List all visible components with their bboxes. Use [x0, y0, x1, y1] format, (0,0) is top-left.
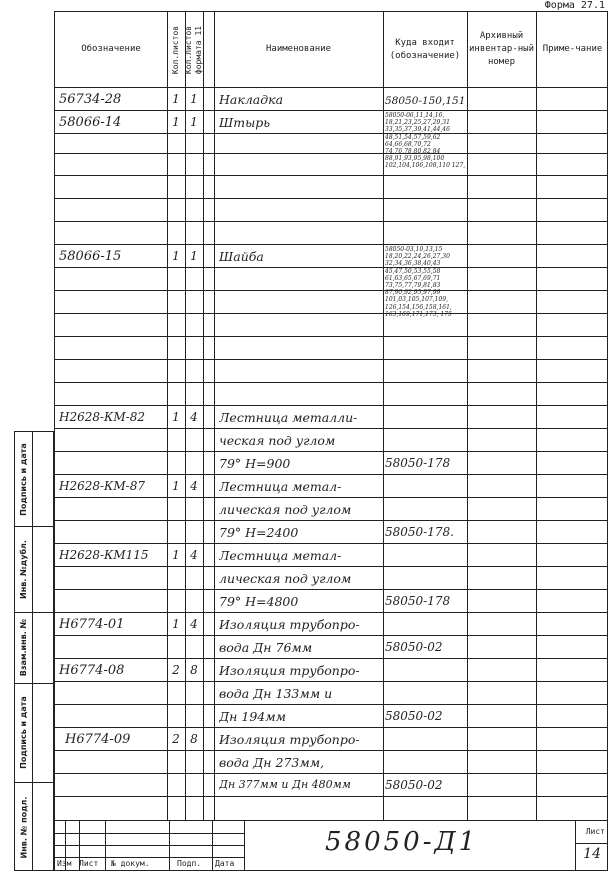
sheet-label: Лист [585, 827, 605, 836]
title-block-list: Лист [79, 859, 99, 868]
row-5-name: Лестница метал- [219, 479, 342, 494]
row-4-n1: 1 [172, 410, 180, 424]
row-3-dest: 58050-03,10,13,15 18,20,22,24,26,27,30 32,34,36,38,40,43 45,47,50,53,55,58 61,63,65,67,69,71 73,75,77,79,81,83 87,90,92,95,97,99 101,03,105,107,109, 126,154,156,158,161, 163,169,171,173, 175 [385, 246, 452, 318]
row-1-dest: 58050-150,151 [385, 95, 466, 107]
row-1-name: Накладка [219, 92, 284, 107]
row-2-code: 58066-14 [59, 115, 122, 130]
title-block-izm: Изм [57, 859, 72, 868]
row-6-name: Лестница метал- [219, 548, 342, 563]
row-6-dest: 58050-178 [385, 594, 451, 608]
row-8-n2: 8 [190, 663, 198, 677]
sheet-number: 14 [583, 846, 601, 862]
row-3-n2: 1 [190, 249, 198, 263]
row-1-n2: 1 [190, 92, 198, 106]
row-8-n1: 2 [172, 663, 180, 677]
header-designation: Обозначение [81, 44, 141, 54]
row-6-name-3: 79° Н=4800 [219, 594, 299, 609]
row-4-name: Лестница металли- [219, 410, 358, 425]
row-4-name-3: 79° Н=900 [219, 456, 291, 471]
row-8-code: Н6774-08 [59, 663, 125, 678]
margin-inv-podl: Инв. № подл. [19, 796, 28, 858]
row-5-name-2: лическая под углом [219, 502, 352, 517]
row-5-name-3: 79° Н=2400 [219, 525, 299, 540]
row-7-code: Н6774-01 [59, 617, 125, 632]
row-3-n1: 1 [172, 249, 180, 263]
margin-stamp [14, 431, 54, 871]
row-4-n2: 4 [190, 410, 198, 424]
title-block-doc-no: № докум. [111, 859, 150, 868]
row-8-name: Изоляция трубопро- [219, 663, 360, 678]
row-5-n1: 1 [172, 479, 180, 493]
row-9-name-3: Дн 377мм и Дн 480мм [219, 778, 351, 791]
specification-table [54, 11, 608, 839]
row-8-dest: 58050-02 [385, 709, 443, 723]
row-2-dest: 58050-06,11,14,16, 18,21,23,25,27,29,31 33,35,37,39,41,44,46 48,51,54,57,59,62 64,66,68,70,72 74,76,78,80,82,84 88,91,93,95,98,100 102,104,106,108,110 127, [385, 112, 466, 170]
document-code: 58050-Д1 [325, 827, 479, 857]
row-9-name: Изоляция трубопро- [219, 732, 360, 747]
row-4-dest: 58050-178 [385, 456, 451, 470]
row-9-n1: 2 [172, 732, 180, 746]
title-block [54, 820, 608, 871]
row-2-name: Штырь [219, 115, 271, 130]
row-9-name-2: вода Дн 273мм, [219, 755, 325, 770]
row-7-dest: 58050-02 [385, 640, 443, 654]
row-7-n1: 1 [172, 617, 180, 631]
row-5-n2: 4 [190, 479, 198, 493]
row-6-n1: 1 [172, 548, 180, 562]
row-6-n2: 4 [190, 548, 198, 562]
row-8-name-2: вода Дн 133мм и [219, 686, 333, 701]
header-where-used: Куда входит (обозначение) [389, 37, 461, 61]
row-3-name: Шайба [219, 249, 264, 264]
header-notes: Приме-чание [542, 44, 603, 54]
row-6-code: Н2628-КМ115 [59, 548, 149, 562]
row-4-code: Н2628-КМ-82 [59, 410, 145, 424]
form-label: Форма 27.1 [544, 0, 605, 11]
row-9-code: Н6774-09 [65, 732, 131, 747]
row-3-code: 58066-15 [59, 249, 122, 264]
row-4-name-2: ческая под углом [219, 433, 336, 448]
row-8-name-3: Дн 194мм [219, 709, 286, 724]
header-sheets-count: Кол.листов [171, 25, 181, 74]
row-6-name-2: лическая под углом [219, 571, 352, 586]
title-block-data: Дата [215, 859, 235, 868]
row-5-code: Н2628-КМ-87 [59, 479, 145, 493]
header-name: Наименование [265, 44, 332, 54]
row-7-n2: 4 [190, 617, 198, 631]
row-5-dest: 58050-178. [385, 525, 454, 539]
margin-vzam: Взам.инв. № [19, 618, 28, 677]
row-1-n1: 1 [172, 92, 180, 106]
header-sheets-a11: Кол.листов формата 11 [184, 25, 204, 74]
row-7-name-2: вода Дн 76мм [219, 640, 313, 655]
row-2-n1: 1 [172, 115, 180, 129]
margin-inv-dubl: Инв. №дубл. [19, 539, 28, 599]
header-archive: Архивный инвентар-ный номер [468, 31, 535, 67]
margin-sign-date-top: Подпись и дата [19, 442, 28, 516]
row-7-name: Изоляция трубопро- [219, 617, 360, 632]
margin-sign-date-bottom: Подпись и дата [19, 696, 28, 769]
row-1-code: 56734-28 [59, 92, 122, 107]
row-9-n2: 8 [190, 732, 198, 746]
row-2-n2: 1 [190, 115, 198, 129]
row-9-dest: 58050-02 [385, 778, 443, 792]
title-block-podp: Подп. [177, 859, 202, 868]
